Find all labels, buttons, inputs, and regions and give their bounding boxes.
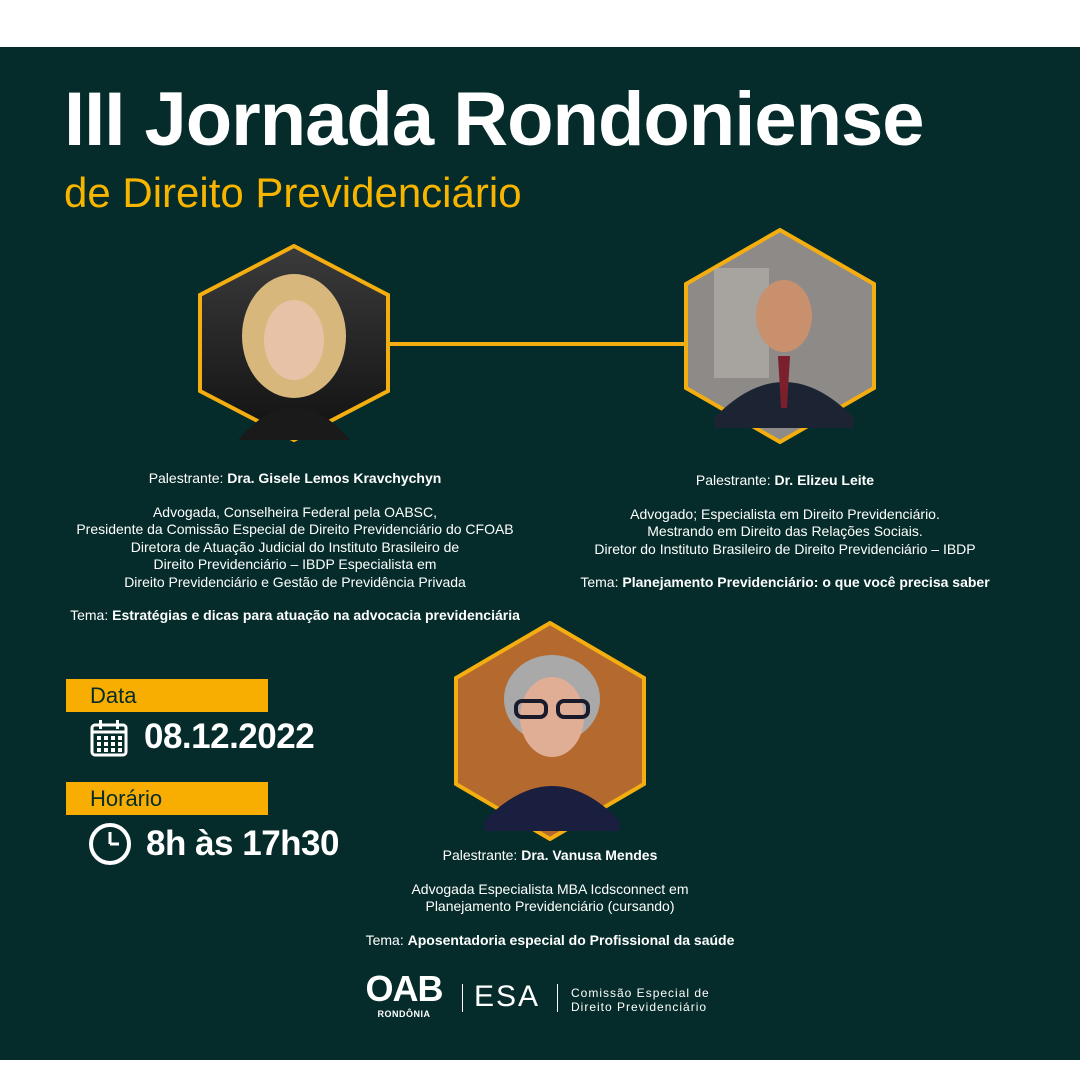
speaker-card-gisele <box>40 470 550 625</box>
connector-line <box>386 342 688 346</box>
oab-logo <box>354 970 454 1019</box>
event-date: 08.12.2022 <box>144 717 315 756</box>
tema-label: Tema: <box>365 931 404 948</box>
divider <box>462 984 463 1012</box>
oab-logo-subtitle: RONDÔNIA <box>377 1009 431 1019</box>
speaker-photo-vanusa <box>454 621 646 841</box>
clock-icon <box>88 822 132 866</box>
speaker-name: Dra. Vanusa Mendes <box>521 847 658 863</box>
speaker-name: Dr. Elizeu Leite <box>774 472 875 488</box>
commission-line-1: Comissão Especial de <box>571 986 710 1000</box>
speaker-label: Palestrante: <box>148 470 224 486</box>
speaker-topic: Aposentadoria especial do Profissional da saúde <box>407 931 735 948</box>
event-title: III Jornada Rondoniense <box>64 77 924 162</box>
speaker-photo-gisele <box>198 244 390 442</box>
speaker-card-vanusa <box>300 847 800 949</box>
oab-logo-text: OAB <box>365 968 443 1009</box>
speaker-topic: Planejamento Previdenciário: o que você precisa saber <box>622 574 990 590</box>
speaker-label: Palestrante: <box>442 847 518 863</box>
speaker-topic: Estratégias e dicas para atuação na advocacia previdenciária <box>112 607 520 623</box>
date-badge: Data <box>66 679 268 712</box>
tema-label: Tema: <box>70 607 109 623</box>
tema-label: Tema: <box>580 574 619 590</box>
speaker-photo-elizeu <box>684 228 876 444</box>
speaker-bio: Advogada, Conselheira Federal pela OABSC, Presidente da Comissão Especial de Direito Previdenciário do CFOAB Diretora de Atuação Judicial do Instituto Brasileiro de Direito Previdenciário – IBDP Especialista em Direito Previdenciário e Gestão de Previdência Privada <box>76 503 514 590</box>
speaker-bio: Advogada Especialista MBA Icdsconnect em Planejamento Previdenciário (cursando) <box>411 880 689 914</box>
speaker-label: Palestrante: <box>695 472 771 488</box>
speaker-name: Dra. Gisele Lemos Kravchychyn <box>227 470 442 486</box>
speaker-bio: Advogado; Especialista em Direito Previdenciário. Mestrando em Direito das Relações Sociais. Diretor do Instituto Brasileiro de Direito Previdenciário – IBDP <box>594 505 976 557</box>
divider <box>557 984 558 1012</box>
calendar-icon <box>90 719 128 757</box>
time-badge: Horário <box>66 782 268 815</box>
event-subtitle: de Direito Previdenciário <box>64 169 522 216</box>
commission-line-2: Direito Previdenciário <box>571 1000 708 1014</box>
speaker-card-elizeu <box>540 472 1030 592</box>
event-time: 8h às 17h30 <box>146 824 339 863</box>
commission-label <box>571 986 710 1014</box>
esa-logo: ESA <box>474 980 541 1013</box>
